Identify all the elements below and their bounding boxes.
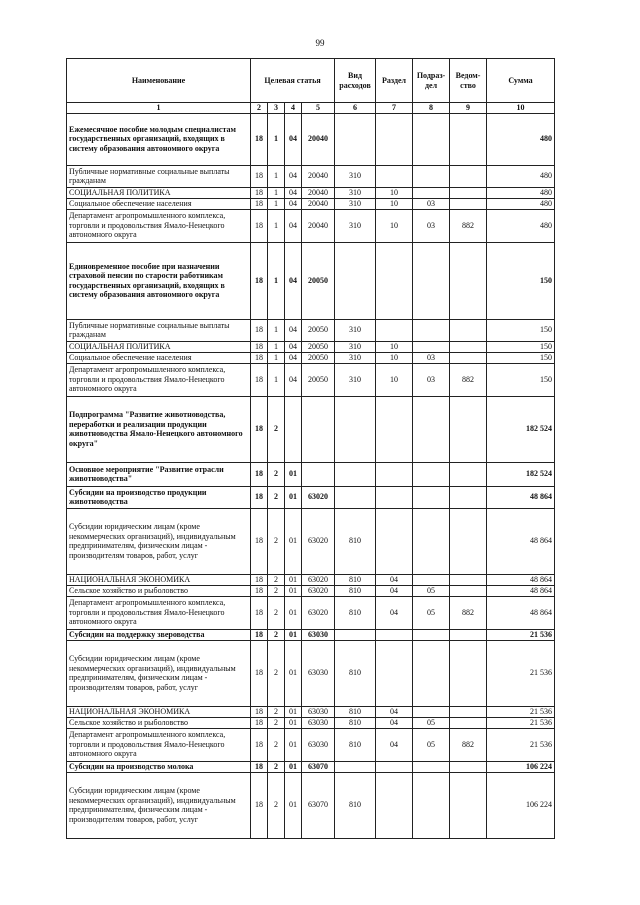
table-row: [67, 198, 555, 209]
table-row: [67, 761, 555, 772]
cell-subprogram: 1: [268, 209, 285, 242]
cell-activity: 04: [285, 242, 302, 319]
cell-program: 18: [251, 319, 268, 341]
cell-name: НАЦИОНАЛЬНАЯ ЭКОНОМИКА: [67, 574, 251, 585]
cell-amount: 48 864: [487, 596, 555, 629]
column-number: 6: [335, 103, 376, 114]
cell-department: [450, 462, 487, 486]
table-row: [67, 640, 555, 706]
cell-department: [450, 113, 487, 165]
cell-activity: 01: [285, 717, 302, 728]
header-name: Наименование: [67, 59, 251, 103]
cell-program: 18: [251, 596, 268, 629]
cell-activity: 01: [285, 585, 302, 596]
cell-subprogram: 2: [268, 728, 285, 761]
cell-amount: 150: [487, 341, 555, 352]
cell-section: 10: [376, 198, 413, 209]
cell-subprogram: 2: [268, 462, 285, 486]
cell-expense-type: 810: [335, 574, 376, 585]
cell-expense-type: 310: [335, 341, 376, 352]
cell-direction: 20040: [302, 187, 335, 198]
cell-name: Субсидии на производство продукции животноводства: [67, 486, 251, 508]
cell-expense-type: 310: [335, 209, 376, 242]
cell-section: 10: [376, 352, 413, 363]
cell-expense-type: 310: [335, 363, 376, 396]
cell-subsection: [413, 165, 450, 187]
cell-activity: 04: [285, 165, 302, 187]
cell-amount: 21 536: [487, 640, 555, 706]
table-row: [67, 706, 555, 717]
cell-department: [450, 761, 487, 772]
column-number: 10: [487, 103, 555, 114]
cell-department: 882: [450, 596, 487, 629]
cell-activity: 01: [285, 462, 302, 486]
cell-program: 18: [251, 717, 268, 728]
cell-name: Публичные нормативные социальные выплаты гражданам: [67, 319, 251, 341]
cell-department: [450, 508, 487, 574]
cell-activity: 04: [285, 113, 302, 165]
cell-section: [376, 629, 413, 640]
cell-direction: 20050: [302, 363, 335, 396]
cell-subprogram: 2: [268, 761, 285, 772]
cell-amount: 21 536: [487, 717, 555, 728]
cell-section: [376, 772, 413, 838]
cell-direction: 63070: [302, 761, 335, 772]
cell-program: 18: [251, 761, 268, 772]
column-number: 2: [251, 103, 268, 114]
cell-name: Департамент агропромышленного комплекса, торговли и продовольствия Ямало-Ненецкого автономного округа: [67, 728, 251, 761]
cell-direction: 20050: [302, 352, 335, 363]
cell-name: Сельское хозяйство и рыболовство: [67, 585, 251, 596]
cell-department: [450, 165, 487, 187]
cell-activity: 01: [285, 596, 302, 629]
cell-program: 18: [251, 629, 268, 640]
cell-activity: [285, 396, 302, 462]
cell-amount: 150: [487, 363, 555, 396]
cell-subprogram: 1: [268, 187, 285, 198]
cell-section: [376, 640, 413, 706]
cell-expense-type: 310: [335, 198, 376, 209]
cell-name: Сельское хозяйство и рыболовство: [67, 717, 251, 728]
cell-section: 04: [376, 585, 413, 596]
cell-expense-type: [335, 629, 376, 640]
header-target: Целевая статья: [251, 59, 335, 103]
cell-program: 18: [251, 396, 268, 462]
cell-activity: 01: [285, 508, 302, 574]
cell-activity: 01: [285, 761, 302, 772]
header-amount: Сумма: [487, 59, 555, 103]
cell-name: Субсидии на поддержку звероводства: [67, 629, 251, 640]
cell-activity: 04: [285, 198, 302, 209]
cell-name: СОЦИАЛЬНАЯ ПОЛИТИКА: [67, 187, 251, 198]
header-section: Раздел: [376, 59, 413, 103]
cell-subsection: [413, 462, 450, 486]
cell-activity: 01: [285, 772, 302, 838]
cell-subsection: [413, 574, 450, 585]
budget-table: [66, 58, 555, 839]
cell-subprogram: 1: [268, 352, 285, 363]
cell-name: Субсидии юридическим лицам (кроме некоммерческих организаций), индивидуальным предпринимателям, физическим лицам - производителям товаров, работ, услуг: [67, 640, 251, 706]
cell-activity: 04: [285, 187, 302, 198]
cell-program: 18: [251, 706, 268, 717]
header-row: [67, 59, 555, 103]
cell-amount: 480: [487, 165, 555, 187]
cell-subprogram: 1: [268, 363, 285, 396]
cell-subsection: [413, 629, 450, 640]
cell-section: 10: [376, 209, 413, 242]
cell-amount: 48 864: [487, 508, 555, 574]
cell-section: [376, 761, 413, 772]
cell-expense-type: 810: [335, 596, 376, 629]
cell-amount: 106 224: [487, 761, 555, 772]
cell-program: 18: [251, 165, 268, 187]
cell-direction: 63030: [302, 717, 335, 728]
cell-subsection: [413, 341, 450, 352]
cell-amount: 48 864: [487, 585, 555, 596]
table-row: [67, 717, 555, 728]
cell-department: 882: [450, 728, 487, 761]
cell-direction: 20040: [302, 165, 335, 187]
cell-activity: 04: [285, 341, 302, 352]
cell-section: 04: [376, 574, 413, 585]
cell-expense-type: 810: [335, 585, 376, 596]
cell-amount: 480: [487, 209, 555, 242]
cell-program: 18: [251, 341, 268, 352]
cell-subprogram: 1: [268, 198, 285, 209]
cell-name: Субсидии на производство молока: [67, 761, 251, 772]
cell-section: [376, 242, 413, 319]
page-number: 99: [315, 38, 325, 48]
cell-subprogram: 2: [268, 486, 285, 508]
cell-expense-type: 810: [335, 508, 376, 574]
cell-expense-type: 810: [335, 706, 376, 717]
cell-direction: 63030: [302, 706, 335, 717]
cell-direction: [302, 462, 335, 486]
cell-department: [450, 341, 487, 352]
cell-department: [450, 198, 487, 209]
cell-direction: 63030: [302, 629, 335, 640]
cell-expense-type: [335, 462, 376, 486]
cell-expense-type: 310: [335, 352, 376, 363]
cell-department: [450, 640, 487, 706]
cell-amount: 182 524: [487, 462, 555, 486]
cell-section: 04: [376, 706, 413, 717]
cell-expense-type: 810: [335, 772, 376, 838]
cell-subprogram: 2: [268, 717, 285, 728]
cell-program: 18: [251, 187, 268, 198]
cell-department: 882: [450, 363, 487, 396]
cell-department: [450, 242, 487, 319]
cell-subsection: [413, 508, 450, 574]
table-row: [67, 396, 555, 462]
cell-amount: 480: [487, 198, 555, 209]
cell-direction: 63020: [302, 585, 335, 596]
table-row: [67, 165, 555, 187]
cell-section: 04: [376, 728, 413, 761]
cell-name: Социальное обеспечение населения: [67, 352, 251, 363]
cell-section: 10: [376, 363, 413, 396]
cell-subprogram: 1: [268, 165, 285, 187]
cell-department: [450, 717, 487, 728]
cell-direction: 63030: [302, 728, 335, 761]
cell-section: 04: [376, 596, 413, 629]
cell-amount: 21 536: [487, 728, 555, 761]
cell-subsection: 03: [413, 198, 450, 209]
cell-direction: 63020: [302, 508, 335, 574]
cell-department: [450, 629, 487, 640]
cell-program: 18: [251, 462, 268, 486]
cell-direction: 63030: [302, 640, 335, 706]
cell-expense-type: 810: [335, 717, 376, 728]
table-row: [67, 574, 555, 585]
cell-activity: 01: [285, 640, 302, 706]
cell-name: Субсидии юридическим лицам (кроме некоммерческих организаций), индивидуальным предпринимателям, физическим лицам - производителям товаров, работ, услуг: [67, 508, 251, 574]
cell-subprogram: 2: [268, 772, 285, 838]
cell-activity: 04: [285, 209, 302, 242]
cell-name: Департамент агропромышленного комплекса, торговли и продовольствия Ямало-Ненецкого автономного округа: [67, 596, 251, 629]
cell-subsection: 03: [413, 209, 450, 242]
cell-subsection: [413, 640, 450, 706]
cell-name: Подпрограмма "Развитие животноводства, переработки и реализации продукции животноводства Ямало-Ненецкого автономного округа": [67, 396, 251, 462]
cell-name: Ежемесячное пособие молодым специалистам государственных организаций, входящих в систему образования автономного округа: [67, 113, 251, 165]
cell-program: 18: [251, 486, 268, 508]
cell-expense-type: 810: [335, 640, 376, 706]
cell-subsection: 05: [413, 728, 450, 761]
cell-subsection: [413, 706, 450, 717]
cell-subsection: [413, 761, 450, 772]
cell-subsection: 05: [413, 596, 450, 629]
cell-activity: 04: [285, 363, 302, 396]
cell-section: [376, 319, 413, 341]
column-number: 9: [450, 103, 487, 114]
cell-name: Департамент агропромышленного комплекса, торговли и продовольствия Ямало-Ненецкого автономного округа: [67, 209, 251, 242]
cell-activity: 04: [285, 352, 302, 363]
cell-amount: 150: [487, 319, 555, 341]
table-row: [67, 319, 555, 341]
cell-program: 18: [251, 242, 268, 319]
cell-direction: 20040: [302, 113, 335, 165]
cell-direction: [302, 396, 335, 462]
cell-name: Субсидии юридическим лицам (кроме некоммерческих организаций), индивидуальным предпринимателям, физическим лицам - производителям товаров, работ, услуг: [67, 772, 251, 838]
cell-section: 10: [376, 187, 413, 198]
cell-name: Публичные нормативные социальные выплаты гражданам: [67, 165, 251, 187]
cell-department: [450, 486, 487, 508]
cell-program: 18: [251, 640, 268, 706]
cell-subprogram: 1: [268, 341, 285, 352]
column-number: 3: [268, 103, 285, 114]
cell-amount: 48 864: [487, 574, 555, 585]
cell-program: 18: [251, 574, 268, 585]
cell-section: [376, 462, 413, 486]
cell-name: СОЦИАЛЬНАЯ ПОЛИТИКА: [67, 341, 251, 352]
cell-direction: 63020: [302, 596, 335, 629]
cell-name: Департамент агропромышленного комплекса, торговли и продовольствия Ямало-Ненецкого автономного округа: [67, 363, 251, 396]
column-number-row: [67, 103, 555, 114]
table-row: [67, 585, 555, 596]
cell-program: 18: [251, 198, 268, 209]
table-row: [67, 486, 555, 508]
cell-direction: 20050: [302, 319, 335, 341]
cell-name: Социальное обеспечение населения: [67, 198, 251, 209]
table-row: [67, 242, 555, 319]
cell-program: 18: [251, 585, 268, 596]
table-row: [67, 728, 555, 761]
cell-department: [450, 352, 487, 363]
table-row: [67, 596, 555, 629]
cell-department: 882: [450, 209, 487, 242]
cell-expense-type: 810: [335, 728, 376, 761]
cell-subsection: 03: [413, 352, 450, 363]
cell-activity: 01: [285, 728, 302, 761]
cell-amount: 480: [487, 113, 555, 165]
cell-subprogram: 1: [268, 113, 285, 165]
cell-program: 18: [251, 508, 268, 574]
cell-program: 18: [251, 772, 268, 838]
cell-activity: 01: [285, 629, 302, 640]
table-row: [67, 772, 555, 838]
cell-department: [450, 396, 487, 462]
cell-amount: 480: [487, 187, 555, 198]
cell-expense-type: 310: [335, 319, 376, 341]
cell-section: [376, 113, 413, 165]
cell-expense-type: 310: [335, 187, 376, 198]
cell-subsection: [413, 319, 450, 341]
cell-name: Основное мероприятие "Развитие отрасли животноводства": [67, 462, 251, 486]
cell-amount: 21 536: [487, 629, 555, 640]
cell-subsection: [413, 772, 450, 838]
table-row: [67, 187, 555, 198]
table-row: [67, 462, 555, 486]
header-expense-type: Вид расходов: [335, 59, 376, 103]
cell-subsection: [413, 187, 450, 198]
cell-amount: 106 224: [487, 772, 555, 838]
cell-subprogram: 1: [268, 319, 285, 341]
cell-direction: 20040: [302, 198, 335, 209]
table-row: [67, 341, 555, 352]
cell-subsection: [413, 486, 450, 508]
cell-expense-type: [335, 761, 376, 772]
table-row: [67, 629, 555, 640]
cell-direction: 20040: [302, 209, 335, 242]
cell-department: [450, 585, 487, 596]
cell-program: 18: [251, 209, 268, 242]
table-row: [67, 363, 555, 396]
cell-department: [450, 706, 487, 717]
cell-direction: 63020: [302, 486, 335, 508]
cell-department: [450, 772, 487, 838]
cell-activity: 01: [285, 486, 302, 508]
cell-subprogram: 2: [268, 396, 285, 462]
cell-subsection: [413, 242, 450, 319]
cell-subprogram: 2: [268, 596, 285, 629]
cell-subprogram: 2: [268, 629, 285, 640]
cell-direction: 63070: [302, 772, 335, 838]
cell-subsection: 05: [413, 585, 450, 596]
table-row: [67, 352, 555, 363]
cell-name: НАЦИОНАЛЬНАЯ ЭКОНОМИКА: [67, 706, 251, 717]
cell-subprogram: 1: [268, 242, 285, 319]
cell-subsection: [413, 396, 450, 462]
cell-section: 04: [376, 717, 413, 728]
cell-department: [450, 187, 487, 198]
cell-subprogram: 2: [268, 574, 285, 585]
cell-department: [450, 574, 487, 585]
cell-direction: 20050: [302, 242, 335, 319]
cell-section: [376, 508, 413, 574]
cell-subprogram: 2: [268, 640, 285, 706]
cell-section: [376, 396, 413, 462]
table-row: [67, 508, 555, 574]
cell-amount: 150: [487, 352, 555, 363]
cell-subprogram: 2: [268, 508, 285, 574]
column-number: 5: [302, 103, 335, 114]
column-number: 4: [285, 103, 302, 114]
cell-direction: 63020: [302, 574, 335, 585]
cell-direction: 20050: [302, 341, 335, 352]
header-subsection: Подраз-дел: [413, 59, 450, 103]
cell-expense-type: [335, 396, 376, 462]
cell-program: 18: [251, 363, 268, 396]
table-row: [67, 113, 555, 165]
cell-program: 18: [251, 113, 268, 165]
cell-activity: 01: [285, 706, 302, 717]
cell-amount: 182 524: [487, 396, 555, 462]
cell-program: 18: [251, 728, 268, 761]
cell-subsection: 05: [413, 717, 450, 728]
column-number: 1: [67, 103, 251, 114]
cell-name: Единовременное пособие при назначении страховой пенсии по старости работникам государственных организаций, входящих в систему образования автономного округа: [67, 242, 251, 319]
cell-section: [376, 165, 413, 187]
cell-program: 18: [251, 352, 268, 363]
header-department: Ведом-ство: [450, 59, 487, 103]
cell-section: 10: [376, 341, 413, 352]
cell-activity: 01: [285, 574, 302, 585]
cell-amount: 48 864: [487, 486, 555, 508]
cell-amount: 150: [487, 242, 555, 319]
cell-amount: 21 536: [487, 706, 555, 717]
cell-subsection: 03: [413, 363, 450, 396]
cell-subprogram: 2: [268, 706, 285, 717]
table-row: [67, 209, 555, 242]
column-number: 7: [376, 103, 413, 114]
cell-expense-type: [335, 486, 376, 508]
cell-department: [450, 319, 487, 341]
cell-expense-type: 310: [335, 165, 376, 187]
cell-subsection: [413, 113, 450, 165]
cell-subprogram: 2: [268, 585, 285, 596]
cell-expense-type: [335, 113, 376, 165]
cell-section: [376, 486, 413, 508]
cell-activity: 04: [285, 319, 302, 341]
cell-expense-type: [335, 242, 376, 319]
column-number: 8: [413, 103, 450, 114]
